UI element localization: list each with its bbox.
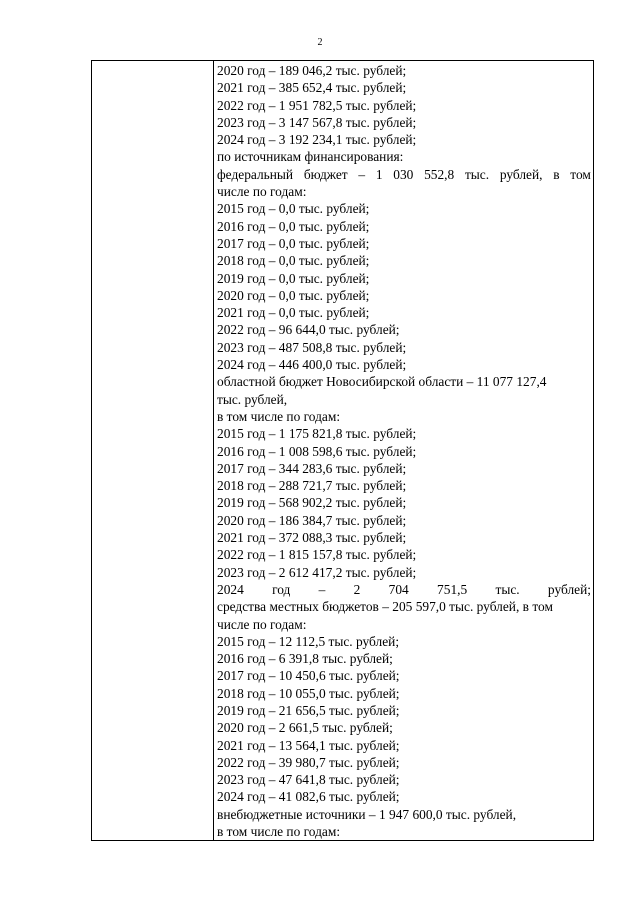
text-line: 2015 год – 0,0 тыс. рублей; <box>217 201 370 217</box>
text-line: 2024 год – 446 400,0 тыс. рублей; <box>217 357 407 373</box>
word: 2024 <box>217 581 244 597</box>
text-line: областной бюджет Новосибирской области – 11 077 127,4 <box>217 374 547 390</box>
word: – <box>358 166 366 182</box>
text-line: 2021 год – 13 564,1 тыс. рублей; <box>217 737 400 753</box>
word: в <box>553 166 560 182</box>
text-line: 2021 год – 372 088,3 тыс. рублей; <box>217 530 407 546</box>
word: том <box>570 166 591 182</box>
text-line: 2020 год – 189 046,2 тыс. рублей; <box>217 63 407 78</box>
word: 751,5 <box>437 581 468 597</box>
text-line: 2021 год – 385 652,4 тыс. рублей; <box>217 80 407 96</box>
text-line: 2024 год – 41 082,6 тыс. рублей; <box>217 789 400 805</box>
word: 1 <box>375 166 383 182</box>
text-line: 2017 год – 10 450,6 тыс. рублей; <box>217 668 400 684</box>
text-line: 2022 год – 1 951 782,5 тыс. рублей; <box>217 97 417 113</box>
text-line: 2023 год – 2 612 417,2 тыс. рублей; <box>217 564 417 580</box>
text-line: 2020 год – 0,0 тыс. рублей; <box>217 287 370 303</box>
text-line: 2019 год – 568 902,2 тыс. рублей; <box>217 495 407 511</box>
text-line: 2018 год – 288 721,7 тыс. рублей; <box>217 478 407 494</box>
text-line: 2018 год – 10 055,0 тыс. рублей; <box>217 685 400 701</box>
word: тыс. <box>495 581 520 597</box>
word: 030 <box>393 166 414 182</box>
text-line: в том числе по годам: <box>217 824 341 840</box>
text-line: 2017 год – 344 283,6 тыс. рублей; <box>217 460 407 476</box>
text-line: 2023 год – 47 641,8 тыс. рублей; <box>217 772 400 788</box>
word: бюджет <box>303 166 348 182</box>
text-line: 2021 год – 0,0 тыс. рублей; <box>217 305 370 321</box>
page-number: 2 <box>317 37 323 48</box>
text-line: средства местных бюджетов – 205 597,0 тыс. рублей, в том <box>217 599 553 615</box>
text-line: 2019 год – 0,0 тыс. рублей; <box>217 270 370 286</box>
text-line: 2024 год – 3 192 234,1 тыс. рублей; <box>217 132 417 148</box>
text-line: 2018 год – 0,0 тыс. рублей; <box>217 253 370 269</box>
text-line: 2015 год – 1 175 821,8 тыс. рублей; <box>217 426 417 442</box>
word: 2 <box>353 581 361 597</box>
word: федеральный <box>217 166 294 182</box>
word: тыс. <box>464 166 490 182</box>
word: – <box>318 581 326 597</box>
word: рублей; <box>547 581 591 597</box>
word: рублей, <box>499 166 543 182</box>
word: 704 <box>388 581 409 597</box>
text-line: 2023 год – 487 508,8 тыс. рублей; <box>217 339 407 355</box>
text-line: тыс. рублей, <box>217 391 288 407</box>
text-line: 2016 год – 0,0 тыс. рублей; <box>217 218 370 234</box>
text-line: 2020 год – 2 661,5 тыс. рублей; <box>217 720 393 736</box>
text-line: 2019 год – 21 656,5 тыс. рублей; <box>217 702 400 718</box>
text-line <box>217 166 591 183</box>
text-line: 2020 год – 186 384,7 тыс. рублей; <box>217 512 407 528</box>
text-line: в том числе по годам: <box>217 408 341 424</box>
text-line: числе по годам: <box>217 616 307 632</box>
text-line: 2022 год – 96 644,0 тыс. рублей; <box>217 322 400 338</box>
text-line: 2016 год – 1 008 598,6 тыс. рублей; <box>217 443 417 459</box>
text-line: 2015 год – 12 112,5 тыс. рублей; <box>217 633 400 649</box>
text-line: внебюджетные источники – 1 947 600,0 тыс. рублей, <box>217 806 517 822</box>
text-line: числе по годам: <box>217 184 307 200</box>
financing-table <box>91 60 594 841</box>
word: год <box>272 581 291 597</box>
text-line <box>217 581 591 598</box>
word: 552,8 <box>424 166 455 182</box>
text-line: 2023 год – 3 147 567,8 тыс. рублей; <box>217 114 417 130</box>
text-line: 2016 год – 6 391,8 тыс. рублей; <box>217 651 393 667</box>
text-line: по источникам финансирования: <box>217 149 404 165</box>
text-line: 2017 год – 0,0 тыс. рублей; <box>217 235 370 251</box>
text-line: 2022 год – 39 980,7 тыс. рублей; <box>217 754 400 770</box>
financing-text-cell <box>217 62 591 840</box>
column-divider <box>213 61 214 840</box>
text-line: 2022 год – 1 815 157,8 тыс. рублей; <box>217 547 417 563</box>
